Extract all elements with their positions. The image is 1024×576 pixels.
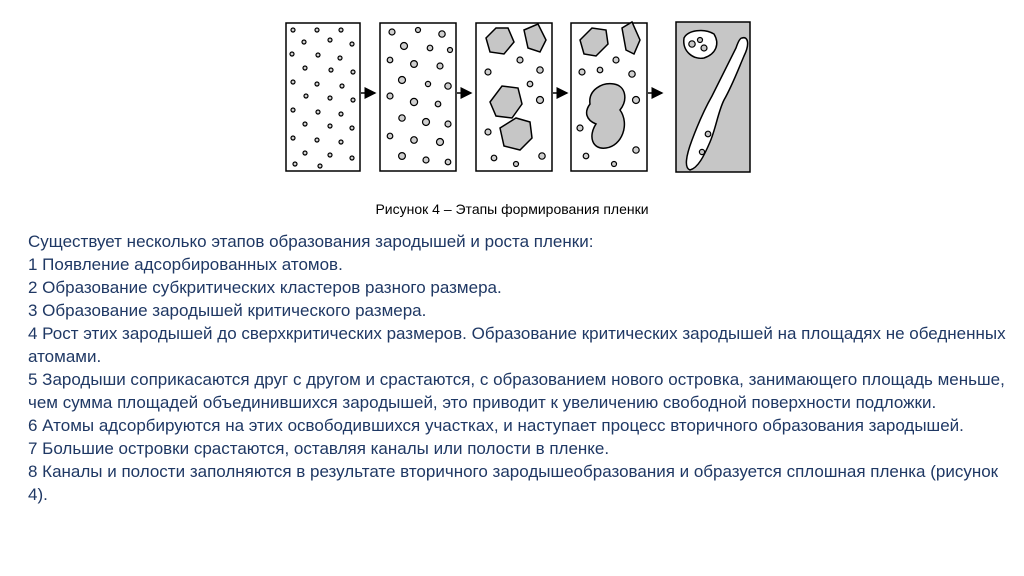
body-text <box>28 230 1013 506</box>
stage-4-panel <box>571 22 647 171</box>
stage-1-panel <box>286 23 360 171</box>
stage-2-panel <box>380 23 456 171</box>
step-4: 4 Рост этих зародышей до сверхкритических размеров. Образование критических зародышей на площадях не обедненных атомами. <box>28 324 1006 366</box>
step-8: 8 Каналы и полости заполняются в результате вторичного зародышеобразования и образуется сплошная пленка (рисунок 4). <box>28 462 999 504</box>
step-1: 1 Появление адсорбированных атомов. <box>28 255 343 274</box>
intro-paragraph: Существует несколько этапов образования зародышей и роста пленки: <box>28 232 594 251</box>
step-6: 6 Атомы адсорбируются на этих освободившихся участках, и наступает процесс вторичного образования зародышей. <box>28 416 964 435</box>
step-3: 3 Образование зародышей критического размера. <box>28 301 427 320</box>
step-7: 7 Большие островки срастаются, оставляя каналы или полости в пленке. <box>28 439 610 458</box>
step-5: 5 Зародыши соприкасаются друг с другом и срастаются, с образованием нового островка, занимающего площадь меньше, чем сумма площадей объединившихся зародышей, это приводит к увеличению свободной поверхности подложки. <box>28 370 1005 412</box>
stage-5-panel <box>676 22 750 172</box>
film-formation-figure <box>0 0 1024 200</box>
stage-3-panel <box>476 23 552 171</box>
figure-caption: Рисунок 4 – Этапы формирования пленки <box>375 201 649 217</box>
step-2: 2 Образование субкритических кластеров разного размера. <box>28 278 502 297</box>
